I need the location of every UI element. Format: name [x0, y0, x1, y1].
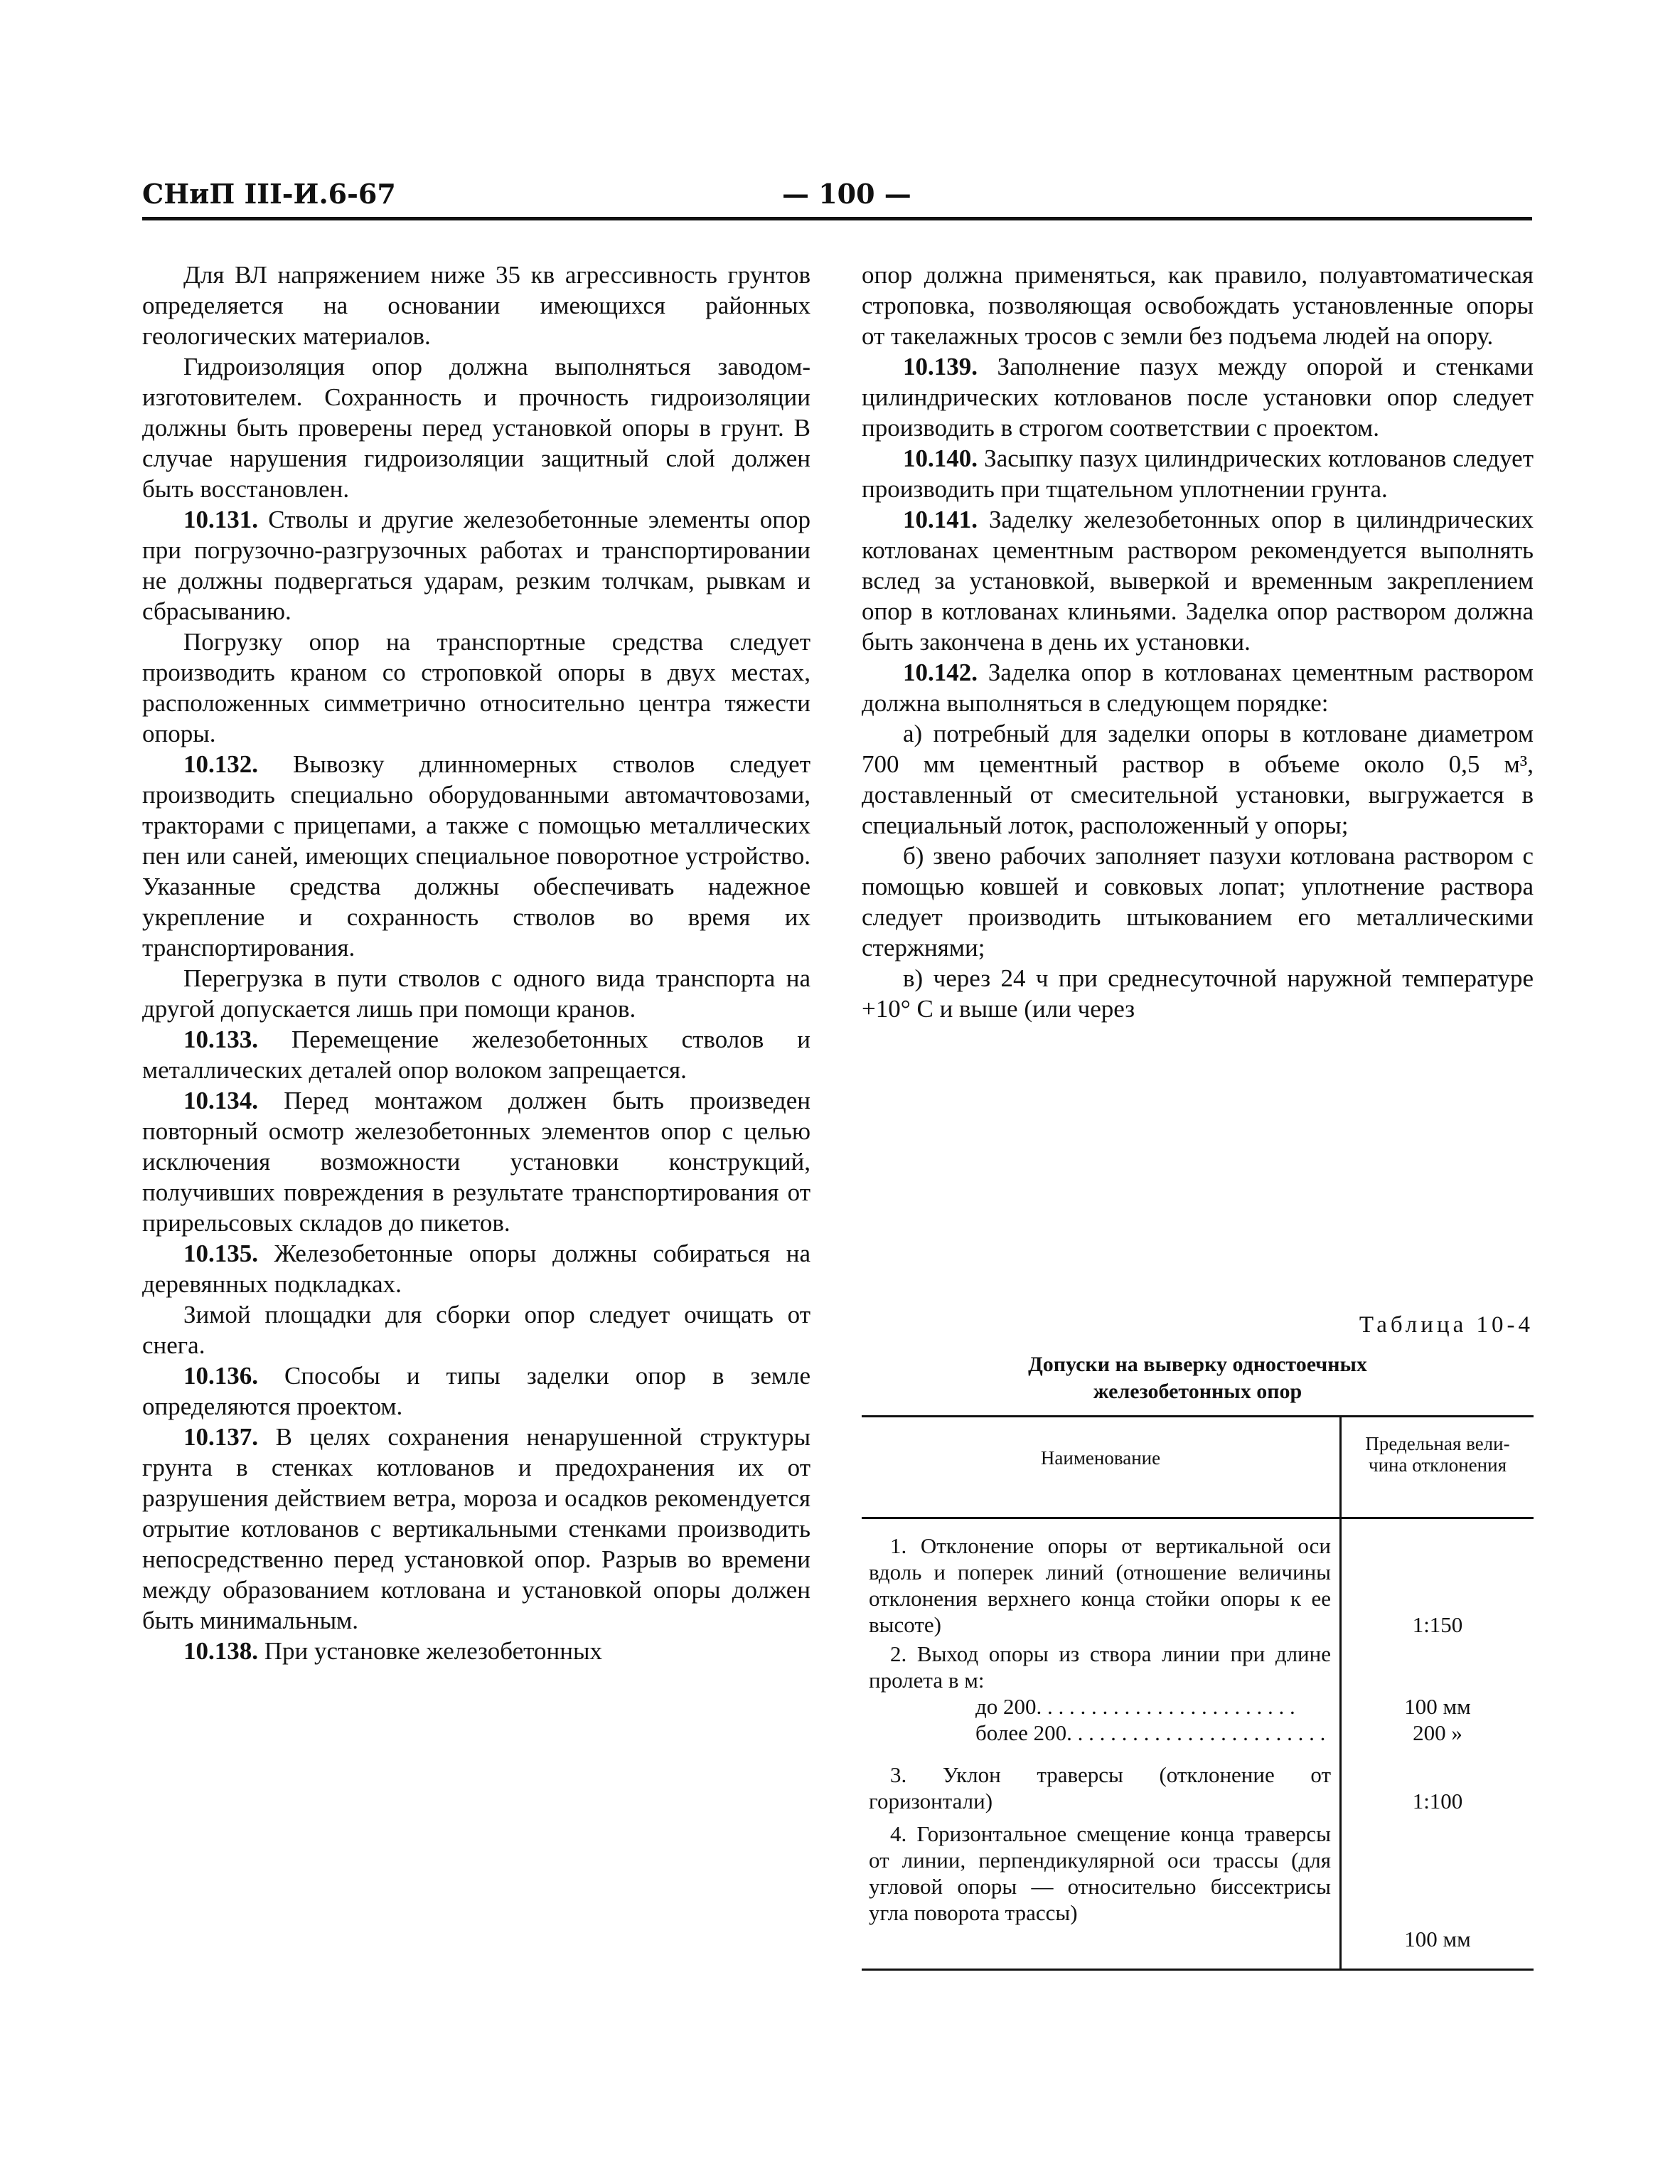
section-paragraph: 10.139. Заполнение пазух между опорой и стенками цилиндрических котлованов после установки опор следует производить в строгом соответствии с проектом.	[862, 353, 1534, 442]
page-number: — 100 —	[782, 178, 911, 210]
tolerance-table: Наименование Предельная вели- чина отклонения 1. Отклонение опоры от вертикальной оси вдоль и поперек линий (отношение величины отклонения верхнего конца стойки опоры к ее высоте) 1:150 2. Выход опоры из створа линии при длине пролета в м: до 200 . . . . . . . . . . . . . . . . . . . . . . . . 100 мм более 200 . . . . . . . . . . . . . . . . . . . . . . . . 200 » 3. Уклон траверсы (отклонение от горизонтали) 1:100 4. Горизонтальное смещение конца траверсы от линии, перпендикулярной оси трассы (для угловой опоры — относительно биссектрисы угла поворота трассы) 100 мм	[862, 1415, 1534, 1971]
section-paragraph: 10.140. Засыпку пазух цилиндрических котлованов следует производить при тщательном уплотнении грунта.	[862, 444, 1534, 503]
section-paragraph: 10.132. Вывозку длинномерных стволов следует производить специально оборудованными автомачтовозами, тракторами с прицепами, а также с помощью металлических пен или саней, имеющих специальное поворотное устройство. Указанные средства должны обеспечивать надежное укрепление и сохранность стволов во время их транспортирования.	[142, 750, 811, 962]
paragraph: Для ВЛ напряжением ниже 35 кв агрессивность грунтов определяется на основании имеющихся районных геологических материалов.	[142, 261, 810, 350]
section-paragraph: 10.133. Перемещение железобетонных стволов и металлических деталей опор волоком запрещается.	[142, 1026, 810, 1084]
left-column	[142, 260, 810, 1666]
section-paragraph: 10.131. Стволы и другие железобетонные элементы опор при погрузочно-разгрузочных работах и транспортировании не должны подвергаться ударам, резким толчкам, рывкам и сбрасыванию.	[142, 506, 811, 625]
section-number: 10.132.	[183, 750, 258, 778]
list-item: б) звено рабочих заполняет пазухи котлована раствором с помощью ковшей и совковых лопат; уплотнение раствора следует производить штыкованием его металлическими стержнями;	[862, 842, 1534, 962]
column-header-name: Наименование	[1040, 1447, 1161, 1469]
section-paragraph: 10.137. В целях сохранения ненарушенной структуры грунта в стенках котлованов и предохранения их от разрушения действием ветра, мороза и осадков рекомендуется отрытие котлованов с вертикальными стенками производить непосредственно перед установкой опор. Разрыв во времени между образованием котлована и установкой опоры должен быть минимальным.	[142, 1423, 810, 1634]
header-rule	[142, 217, 1532, 220]
section-number: 10.131.	[183, 506, 258, 533]
section-number: 10.139.	[903, 353, 978, 380]
section-number: 10.134.	[183, 1087, 258, 1114]
section-paragraph: 10.135. Железобетонные опоры должны собираться на деревянных подкладках.	[142, 1240, 810, 1298]
paragraph: Погрузку опор на транспортные средства следует производить краном со строповкой опоры в двух местах, расположенных симметрично относительно центра тяжести опоры.	[142, 628, 810, 747]
table-header-divider	[862, 1517, 1534, 1519]
right-column	[862, 260, 1534, 1024]
section-number: 10.140.	[903, 444, 978, 472]
section-number: 10.137.	[183, 1423, 258, 1451]
section-paragraph: 10.134. Перед монтажом должен быть произведен повторный осмотр железобетонных элементов опор с целью исключения возможности установки конструкций, получивших повреждения в результате транспортирования от прирельсовых складов до пикетов.	[142, 1087, 810, 1237]
section-number: 10.135.	[183, 1240, 258, 1267]
section-paragraph: 10.142. Заделка опор в котлованах цементным раствором должна выполняться в следующем порядке:	[862, 659, 1534, 717]
section-number: 10.141.	[903, 506, 978, 533]
document-code: СНиП III-И.6-67	[142, 178, 396, 210]
table-title: Допуски на выверку одностоечных железобетонных опор	[1028, 1353, 1367, 1403]
paragraph: Гидроизоляция опор должна выполняться заводом-изготовителем. Сохранность и прочность гидроизоляции должны быть проверены перед установкой опоры в грунт. В случае нарушения гидроизоляции защитный слой должен быть восстановлен.	[142, 353, 810, 503]
paragraph: опор должна применяться, как правило, полуавтоматическая строповка, позволяющая освобождать установленные опоры от такелажных тросов с земли без подъема людей на опору.	[862, 261, 1534, 350]
section-number: 10.136.	[183, 1362, 258, 1390]
table-label: Таблица 10-4	[1359, 1312, 1534, 1338]
section-number: 10.138.	[183, 1637, 258, 1665]
column-header-value: Предельная вели- чина отклонения	[1365, 1433, 1510, 1476]
section-paragraph: 10.138. При установке железобетонных	[183, 1637, 602, 1665]
paragraph: Перегрузка в пути стволов с одного вида транспорта на другой допускается лишь при помощи кранов.	[142, 964, 810, 1023]
table-column-divider	[1339, 1417, 1342, 1969]
section-paragraph: 10.136. Способы и типы заделки опор в земле определяются проектом.	[142, 1362, 811, 1420]
list-item: в) через 24 ч при среднесуточной наружной температуре +10° С и выше (или через	[862, 964, 1534, 1023]
section-paragraph: 10.141. Заделку железобетонных опор в цилиндрических котлованах цементным раствором рекомендуется выполнять вслед за установкой, выверкой и временным закреплением опор в котлованах клиньями. Заделка опор раствором должна быть закончена в день их установки.	[862, 506, 1534, 656]
section-number: 10.133.	[183, 1026, 258, 1053]
paragraph: Зимой площадки для сборки опор следует очищать от снега.	[142, 1301, 810, 1359]
section-number: 10.142.	[903, 659, 978, 686]
list-item: а) потребный для заделки опоры в котловане диаметром 700 мм цементный раствор в объеме около 0,5 м³, доставленный от смесительной установки, выгружается в специальный лоток, расположенный у опоры;	[862, 720, 1534, 839]
